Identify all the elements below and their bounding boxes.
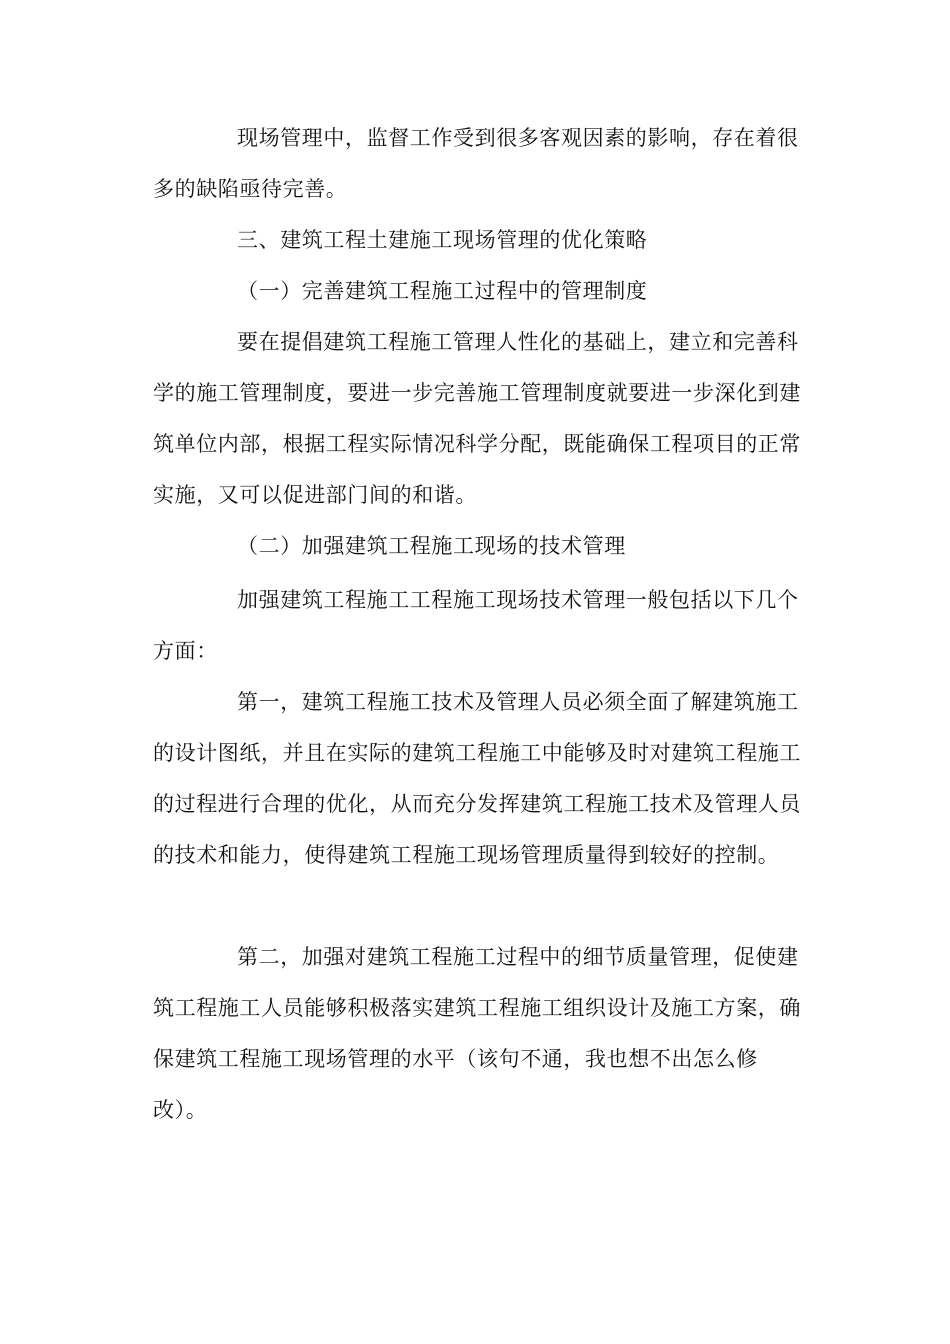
paragraph-management-system: 要在提倡建筑工程施工管理人性化的基础上，建立和完善科学的施工管理制度，要进一步完善施工管理制度就要进一步深化到建筑单位内部，根据工程实际情况科学分配，既能确保工程项目的正常实施，又可以促进部门间的和谐。 <box>153 330 801 507</box>
paragraph-technical-management-intro: 加强建筑工程施工工程施工现场技术管理一般包括以下几个方面： <box>153 588 799 663</box>
paragraph-point-two: 第二，加强对建筑工程施工过程中的细节质量管理，促使建筑工程施工人员能够积极落实建筑工程施工组织设计及施工方案，确保建筑工程施工现场管理的水平（该句不通，我也想不出怎么修改）。 <box>153 945 801 1122</box>
paragraph-continuation: 现场管理中，监督工作受到很多客观因素的影响，存在着很多的缺陷亟待完善。 <box>153 126 799 201</box>
subsection-heading-1: （一）完善建筑工程施工过程中的管理制度 <box>237 279 648 303</box>
paragraph-point-one: 第一，建筑工程施工技术及管理人员必须全面了解建筑施工的设计图纸，并且在实际的建筑工程施工中能够及时对建筑工程施工的过程进行合理的优化，从而充分发挥建筑工程施工技术及管理人员的技术和能力，使得建筑工程施工现场管理质量得到较好的控制。 <box>153 690 801 867</box>
section-heading: 三、建筑工程土建施工现场管理的优化策略 <box>237 228 648 252</box>
subsection-heading-2: （二）加强建筑工程施工现场的技术管理 <box>237 534 626 558</box>
